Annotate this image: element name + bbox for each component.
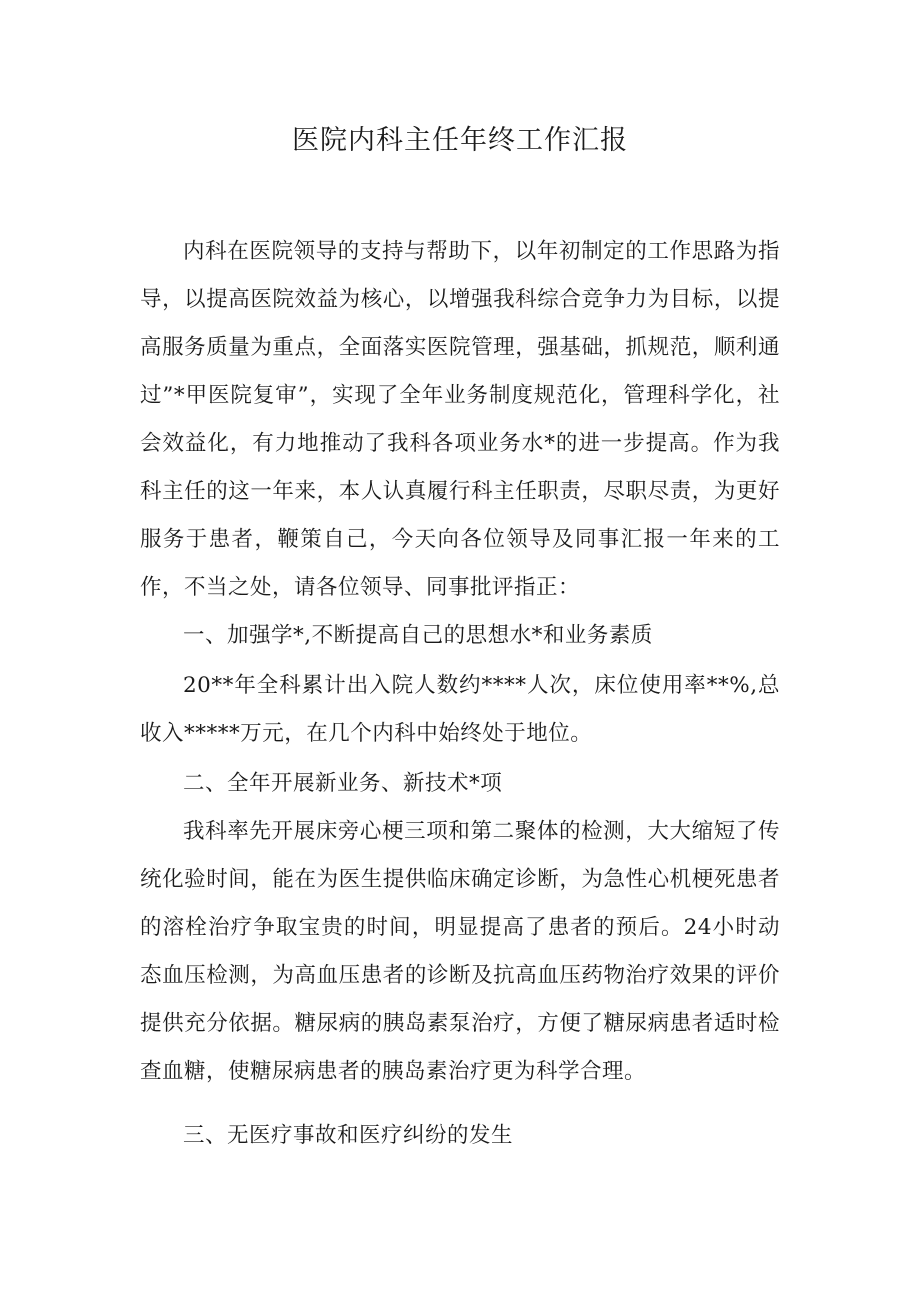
statistics-paragraph: 20**年全科累计出入院人数约****人次，床位使用率**%,总收入*****万元，在几个内科中始终处于地位。	[140, 673, 780, 746]
section-heading-1: 一、加强学*,不断提高自己的思想水*和业务素质	[183, 623, 653, 648]
intro-paragraph: 内科在医院领导的支持与帮助下，以年初制定的工作思路为指导，以提高医院效益为核心，以增强我科综合竞争力为目标，以提高服务质量为重点，全面落实医院管理，强基础，抓规范，顺利通过”*甲医院复审”，实现了全年业务制度规范化，管理科学化，社会效益化，有力地推动了我科各项业务水*的进一步提高。作为我科主任的这一年来，本人认真履行科主任职责，尽职尽责，为更好服务于患者，鞭策自己，今天向各位领导及同事汇报一年来的工作，不当之处，请各位领导、同事批评指正：	[140, 239, 780, 600]
section-heading-3: 三、无医疗事故和医疗纠纷的发生	[183, 1123, 514, 1148]
document-title: 医院内科主任年终工作汇报	[292, 125, 628, 156]
document-body	[140, 228, 780, 1160]
section-heading-2: 二、全年开展新业务、新技术*项	[183, 771, 503, 796]
new-techniques-paragraph: 我科率先开展床旁心梗三项和第二聚体的检测，大大缩短了传统化验时间，能在为医生提供临床确定诊断，为急性心机梗死患者的溶栓治疗争取宝贵的时间，明显提高了患者的预后。24小时动态血压检测，为高血压患者的诊断及抗高血压药物治疗效果的评价提供充分依据。糖尿病的胰岛素泵治疗，方便了糖尿病患者适时检查血糖，使糖尿病患者的胰岛素治疗更为科学合理。	[140, 819, 780, 1084]
